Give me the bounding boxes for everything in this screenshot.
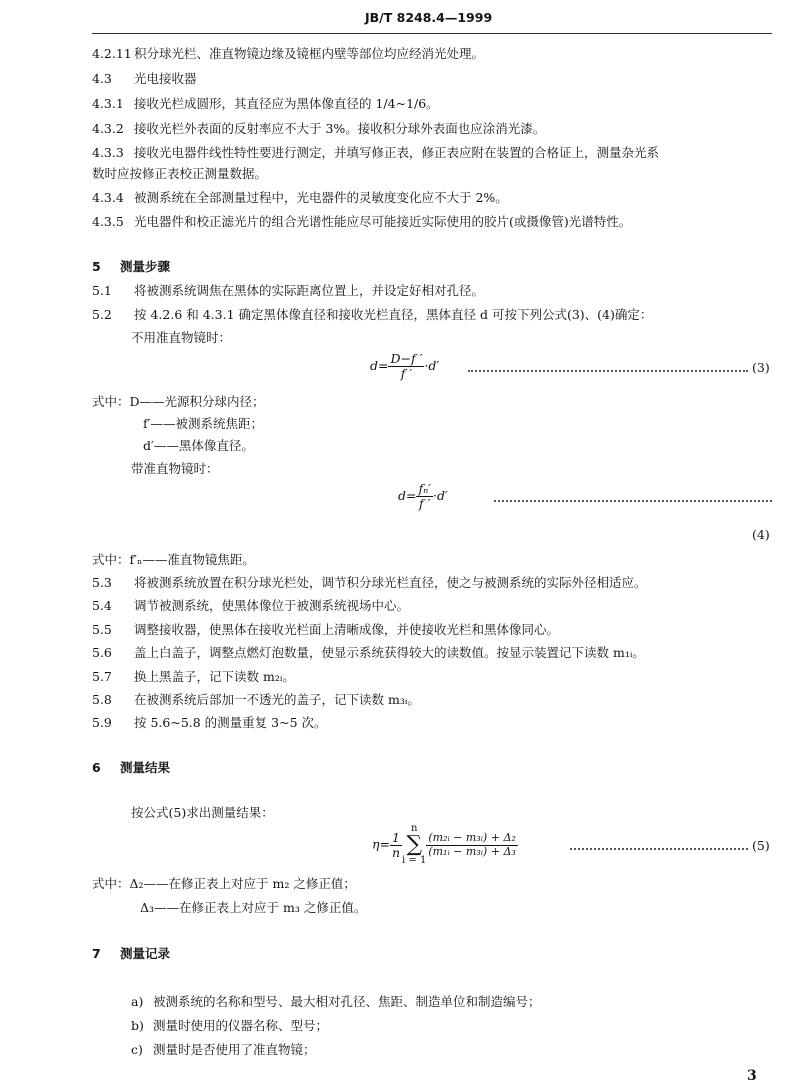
standard-number-header: JB/T 8248.4—1999 (365, 10, 493, 25)
where-definition: Δ₂——在修正表上对应于 m₂ 之修正值； (129, 876, 356, 891)
clause-text: 盖上白盖子，调整点燃灯泡数量，使显示系统获得较大的读数值。按显示装置记下读数 m₁ᵢ。 (134, 645, 645, 660)
formula-4 (398, 482, 448, 511)
fraction-denominator: f ′ (419, 495, 431, 511)
clause-number: 5.4 (92, 598, 112, 613)
clause-4-3-4 (92, 190, 508, 205)
leader-dots (494, 500, 772, 502)
formula-lhs: η= (372, 836, 390, 852)
clause-number: 4.3 (92, 71, 112, 86)
where-definition-text: f′——被测系统焦距； (143, 416, 263, 431)
fraction-denominator: f ′ (400, 365, 413, 381)
formula-rhs: ·d′ (433, 487, 448, 503)
clause-number: 5.6 (92, 645, 112, 660)
no-collimator-label (131, 330, 231, 345)
where-definition-delta3 (140, 900, 366, 915)
leader-dots (468, 370, 748, 372)
section-7-heading (92, 946, 170, 961)
sigma-symbol: ∑ (406, 832, 423, 857)
list-item-text: 测量时是否使用了准直物镜； (153, 1042, 316, 1057)
clause-text: 积分球光栏、准直物镜边缘及镜框内壁等部位均应经消光处理。 (134, 46, 485, 61)
clause-5-3 (92, 575, 647, 590)
page-number: 3 (747, 1068, 757, 1084)
list-item-text: 被测系统的名称和型号、最大相对孔径、焦距、制造单位和制造编号； (153, 994, 541, 1009)
equation-number-4: (4) (752, 527, 770, 542)
clause-number: 4.3.4 (92, 190, 124, 205)
clause-4-2-11 (92, 46, 484, 61)
clause-text: 光电接收器 (134, 71, 197, 86)
clause-5-5 (92, 622, 559, 637)
section-6-heading (92, 760, 170, 775)
result-intro (131, 805, 274, 820)
section-title: 测量记录 (120, 946, 171, 961)
equation-number-3: (3) (752, 360, 770, 375)
clause-text: 换上黑盖子，记下读数 m₂ᵢ。 (134, 669, 295, 684)
section-number: 7 (92, 946, 101, 961)
label-text: 按公式(5)求出测量结果： (131, 805, 274, 820)
clause-number: 4.3.1 (92, 96, 124, 111)
clause-5-8 (92, 692, 420, 707)
where-lead: 式中： (92, 394, 130, 409)
list-item-text: 测量时使用的仪器名称、型号； (153, 1018, 329, 1033)
clause-number: 5.8 (92, 692, 112, 707)
clause-4-3-2 (92, 121, 545, 136)
clause-4-3 (92, 71, 197, 86)
clause-text: 接收光栏外表面的反射率应不大于 3%。接收积分球外表面也应涂消光漆。 (134, 121, 546, 136)
fraction-numerator: D−f ′ (390, 351, 423, 366)
clause-5-4 (92, 598, 409, 613)
formula-fraction (388, 352, 424, 381)
section-title: 测量结果 (120, 760, 171, 775)
clause-text: 接收光电器件线性特性要进行测定，并填写修正表，修正表应附在装置的合格证上，测量杂光系 (134, 145, 660, 160)
section-5-heading (92, 259, 170, 274)
with-collimator-label (131, 461, 219, 476)
clause-5-7 (92, 669, 295, 684)
formula-lhs: d= (370, 357, 389, 373)
where-definition: D——光源积分球内径； (129, 394, 265, 409)
clause-text: 光电器件和校正滤光片的组合光谱性能应尽可能接近实际使用的胶片(或摄像管)光谱特性。 (134, 214, 632, 229)
clause-5-2 (92, 307, 652, 322)
clause-text: 数时应按修正表校正测量数据。 (92, 166, 268, 181)
formula-prefactor (390, 831, 402, 860)
fraction-denominator: n (391, 844, 401, 860)
fraction-numerator: 1 (390, 831, 402, 846)
where-clause-3 (92, 876, 356, 891)
equation-number-5: (5) (752, 838, 770, 853)
section-number: 5 (92, 259, 101, 274)
clause-5-6 (92, 645, 645, 660)
clause-number: 5.7 (92, 669, 112, 684)
summation-sign (402, 824, 426, 866)
clause-4-3-5 (92, 214, 631, 229)
sum-lower-limit: i = 1 (402, 855, 427, 866)
fraction-numerator: fₙ′ (418, 481, 432, 496)
leader-dots (570, 848, 748, 850)
clause-text: 被测系统在全部测量过程中，光电器件的灵敏度变化应不大于 2%。 (134, 190, 508, 205)
where-definition-2 (143, 416, 263, 431)
section-number: 6 (92, 760, 101, 775)
clause-number: 5.2 (92, 307, 112, 322)
clause-number: 5.3 (92, 575, 112, 590)
clause-4-3-3 (92, 145, 659, 160)
formula-fraction (426, 832, 517, 857)
label-text: 不用准直物镜时： (131, 330, 232, 345)
clause-text: 在被测系统后部加一不透光的盖子，记下读数 m₃ᵢ。 (134, 692, 420, 707)
label-text: 带准直物镜时： (131, 461, 219, 476)
clause-number: 4.3.5 (92, 214, 124, 229)
formula-3 (370, 352, 439, 381)
clause-5-9 (92, 715, 327, 730)
clause-number: 4.3.3 (92, 145, 124, 160)
list-item (131, 1042, 316, 1057)
clause-text: 调节被测系统，使黑体像位于被测系统视场中心。 (134, 598, 410, 613)
clause-text: 将被测系统调焦在黑体的实际距离位置上，并设定好相对孔径。 (134, 283, 485, 298)
list-item (131, 994, 541, 1009)
where-definition-text: d′——黑体像直径。 (143, 438, 254, 453)
where-definition-text: 式中：f′ₙ——准直物镜焦距。 (92, 552, 255, 567)
clause-number: 5.5 (92, 622, 112, 637)
clause-4-3-1 (92, 96, 439, 111)
list-item-marker: a) (131, 994, 144, 1009)
fraction-denominator: (m₁ᵢ − m₃ᵢ) + Δ₃ (428, 844, 516, 858)
clause-text: 接收光栏成圆形，其直径应为黑体像直径的 1/4~1/6。 (134, 96, 439, 111)
where-clause-2 (92, 552, 255, 567)
where-clause-1 (92, 394, 265, 409)
section-title: 测量步骤 (120, 259, 171, 274)
formula-5 (372, 824, 518, 866)
formula-rhs: ·d′ (424, 357, 440, 373)
clause-text: 按 5.6~5.8 的测量重复 3~5 次。 (134, 715, 327, 730)
where-definition-3 (143, 438, 254, 453)
clause-number: 5.1 (92, 283, 112, 298)
list-item (131, 1018, 328, 1033)
clause-text: 调整接收器，使黑体在接收光栏面上清晰成像，并使接收光栏和黑体像同心。 (134, 622, 560, 637)
sum-upper-limit: n (410, 823, 418, 834)
clause-number: 5.9 (92, 715, 112, 730)
clause-number: 4.2.11 (92, 46, 132, 61)
list-item-marker: c) (131, 1042, 143, 1057)
list-item-marker: b) (131, 1018, 144, 1033)
fraction-numerator: (m₂ᵢ − m₃ᵢ) + Δ₂ (428, 831, 516, 845)
where-lead: 式中： (92, 876, 130, 891)
clause-text: 将被测系统放置在积分球光栏处，调节积分球光栏直径，使之与被测系统的实际外径相适应。 (134, 575, 647, 590)
clause-4-3-3-continued (92, 166, 267, 181)
where-definition-text: Δ₃——在修正表上对应于 m₃ 之修正值。 (140, 900, 367, 915)
header-rule (92, 33, 772, 34)
formula-lhs: d= (398, 487, 417, 503)
clause-number: 4.3.2 (92, 121, 124, 136)
formula-fraction (416, 482, 433, 511)
clause-5-1 (92, 283, 484, 298)
clause-text: 按 4.2.6 和 4.3.1 确定黑体像直径和接收光栏直径，黑体直径 d 可按下列公式(3)、(4)确定： (134, 307, 653, 322)
